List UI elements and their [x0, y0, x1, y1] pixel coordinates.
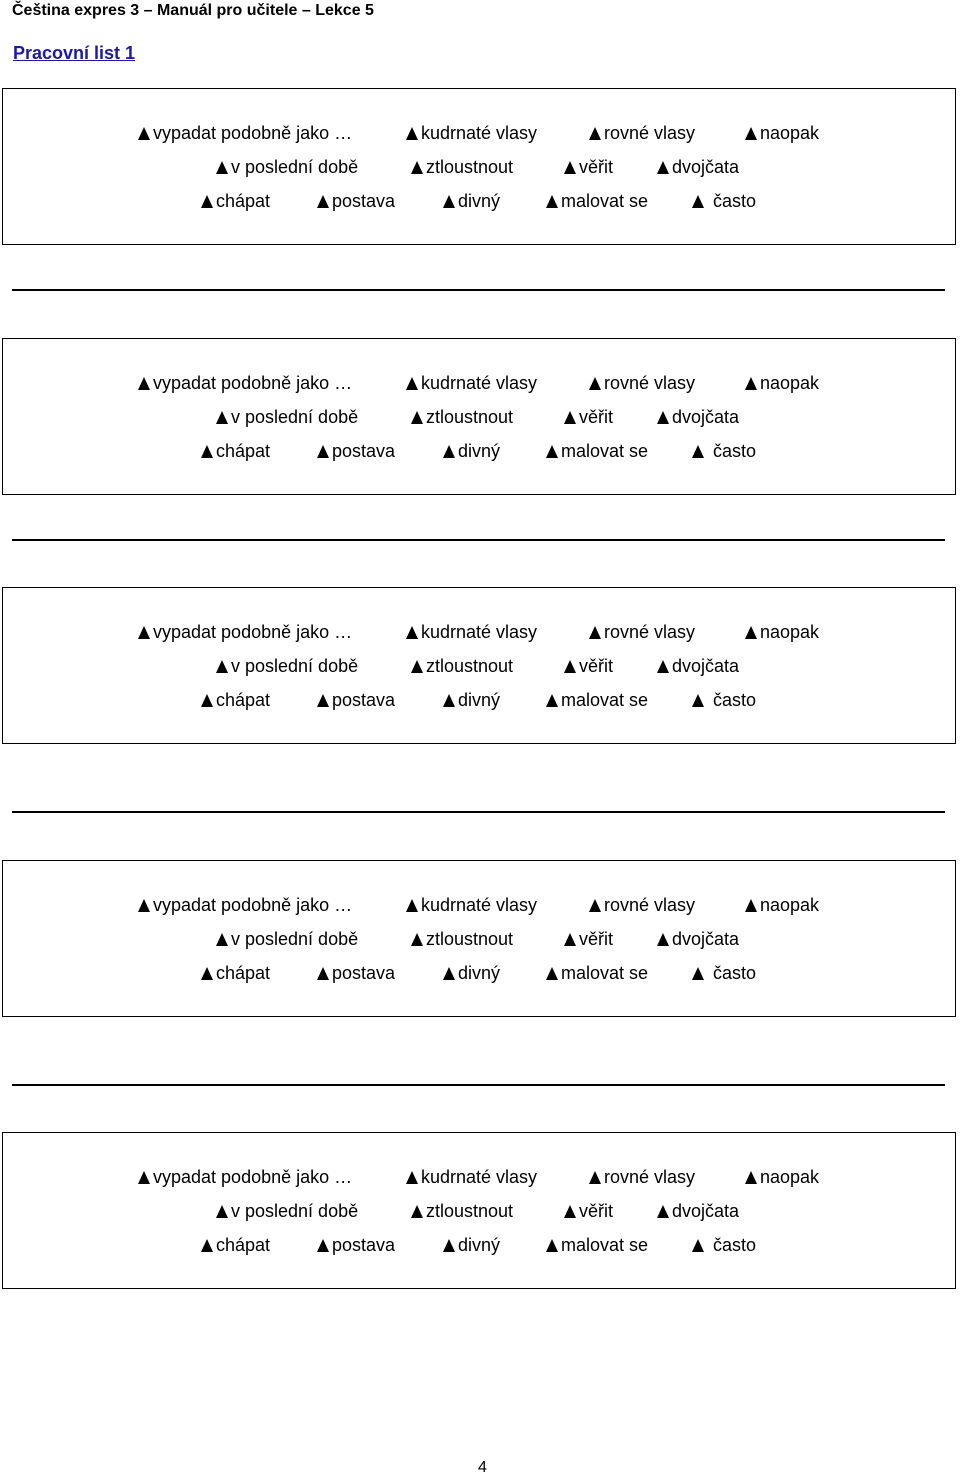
page-number: 4 — [478, 1459, 487, 1476]
word-text: věřit — [579, 929, 614, 949]
word-item-naopak — [745, 621, 819, 643]
word-text: rovné vlasy — [604, 123, 696, 143]
triangle-icon — [546, 694, 558, 707]
triangle-icon — [443, 967, 455, 980]
word-item-postava — [317, 1234, 395, 1256]
triangle-icon — [692, 195, 704, 208]
writing-line-3[interactable] — [12, 811, 945, 813]
word-text: věřit — [579, 407, 614, 427]
word-text: věřit — [579, 656, 614, 676]
word-item-casto — [692, 1234, 756, 1256]
word-text: vypadat podobně jako … — [153, 123, 353, 143]
word-text: ztloustnout — [426, 1201, 514, 1221]
triangle-icon — [564, 411, 576, 424]
word-text: postava — [332, 1235, 396, 1255]
word-text: postava — [332, 690, 396, 710]
word-item-vypadat — [138, 621, 352, 643]
word-item-dvojcata — [657, 928, 739, 950]
triangle-icon — [589, 899, 601, 912]
triangle-icon — [406, 626, 418, 639]
triangle-icon — [201, 1239, 213, 1252]
word-text: v poslední době — [231, 407, 359, 427]
word-item-chapat — [201, 689, 270, 711]
word-text: kudrnaté vlasy — [421, 123, 538, 143]
word-text: kudrnaté vlasy — [421, 373, 538, 393]
word-item-postava — [317, 689, 395, 711]
word-item-dvojcata — [657, 156, 739, 178]
word-text: ztloustnout — [426, 407, 514, 427]
word-text: rovné vlasy — [604, 373, 696, 393]
word-item-postava — [317, 190, 395, 212]
word-item-malovat — [546, 962, 648, 984]
word-text: divný — [458, 191, 501, 211]
word-item-malovat — [546, 1234, 648, 1256]
triangle-icon — [745, 377, 757, 390]
triangle-icon — [564, 161, 576, 174]
document-header: Čeština expres 3 – Manuál pro učitele – Lekce 5 — [12, 2, 374, 19]
triangle-icon — [201, 445, 213, 458]
word-text: vypadat podobně jako … — [153, 373, 353, 393]
word-text: dvojčata — [672, 1201, 740, 1221]
triangle-icon — [411, 1205, 423, 1218]
word-text: malovat se — [561, 963, 649, 983]
word-text: vypadat podobně jako … — [153, 895, 353, 915]
word-text: malovat se — [561, 690, 649, 710]
triangle-icon — [443, 195, 455, 208]
triangle-icon — [317, 195, 329, 208]
word-item-divny — [443, 962, 500, 984]
word-text: malovat se — [561, 191, 649, 211]
word-item-malovat — [546, 190, 648, 212]
word-item-chapat — [201, 190, 270, 212]
word-text: malovat se — [561, 1235, 649, 1255]
word-item-naopak — [745, 1166, 819, 1188]
triangle-icon — [745, 899, 757, 912]
word-text: naopak — [760, 895, 820, 915]
word-item-vypadat — [138, 122, 352, 144]
triangle-icon — [138, 1171, 150, 1184]
word-item-kudrnate — [406, 122, 537, 144]
triangle-icon — [138, 626, 150, 639]
word-item-vypadat — [138, 894, 352, 916]
word-text: často — [713, 690, 757, 710]
word-item-chapat — [201, 440, 270, 462]
word-item-rovne — [589, 894, 695, 916]
triangle-icon — [692, 694, 704, 707]
word-text: kudrnaté vlasy — [421, 895, 538, 915]
word-item-rovne — [589, 1166, 695, 1188]
word-item-ztloustnout — [411, 1200, 513, 1222]
word-item-rovne — [589, 372, 695, 394]
word-item-kudrnate — [406, 372, 537, 394]
triangle-icon — [138, 377, 150, 390]
writing-line-4[interactable] — [12, 1084, 945, 1086]
word-text: kudrnaté vlasy — [421, 1167, 538, 1187]
word-text: věřit — [579, 1201, 614, 1221]
word-text: dvojčata — [672, 929, 740, 949]
triangle-icon — [216, 1205, 228, 1218]
word-text: věřit — [579, 157, 614, 177]
word-text: postava — [332, 441, 396, 461]
word-text: naopak — [760, 622, 820, 642]
triangle-icon — [589, 377, 601, 390]
word-item-naopak — [745, 372, 819, 394]
triangle-icon — [201, 967, 213, 980]
word-item-ztloustnout — [411, 928, 513, 950]
word-text: naopak — [760, 123, 820, 143]
word-text: rovné vlasy — [604, 895, 696, 915]
word-text: divný — [458, 441, 501, 461]
word-item-postava — [317, 962, 395, 984]
word-text: divný — [458, 963, 501, 983]
word-item-rovne — [589, 621, 695, 643]
triangle-icon — [216, 161, 228, 174]
triangle-icon — [546, 445, 558, 458]
triangle-icon — [406, 1171, 418, 1184]
triangle-icon — [216, 660, 228, 673]
triangle-icon — [317, 694, 329, 707]
word-item-ztloustnout — [411, 406, 513, 428]
word-item-postava — [317, 440, 395, 462]
word-item-chapat — [201, 1234, 270, 1256]
word-item-malovat — [546, 440, 648, 462]
word-text: rovné vlasy — [604, 622, 696, 642]
triangle-icon — [411, 411, 423, 424]
word-item-dvojcata — [657, 406, 739, 428]
word-item-ztloustnout — [411, 156, 513, 178]
word-text: naopak — [760, 373, 820, 393]
word-text: kudrnaté vlasy — [421, 622, 538, 642]
word-item-casto — [692, 689, 756, 711]
word-item-kudrnate — [406, 894, 537, 916]
writing-line-2[interactable] — [12, 539, 945, 541]
word-item-posledni — [216, 928, 358, 950]
triangle-icon — [657, 660, 669, 673]
word-text: dvojčata — [672, 157, 740, 177]
word-text: naopak — [760, 1167, 820, 1187]
word-item-posledni — [216, 406, 358, 428]
triangle-icon — [657, 411, 669, 424]
triangle-icon — [692, 445, 704, 458]
triangle-icon — [201, 694, 213, 707]
word-text: často — [713, 441, 757, 461]
word-text: často — [713, 963, 757, 983]
word-text: chápat — [216, 690, 271, 710]
word-text: často — [713, 1235, 757, 1255]
word-text: ztloustnout — [426, 157, 514, 177]
word-text: v poslední době — [231, 157, 359, 177]
triangle-icon — [657, 1205, 669, 1218]
word-item-verit — [564, 406, 613, 428]
word-item-divny — [443, 440, 500, 462]
triangle-icon — [657, 161, 669, 174]
word-item-verit — [564, 655, 613, 677]
word-item-rovne — [589, 122, 695, 144]
word-item-posledni — [216, 655, 358, 677]
word-item-posledni — [216, 1200, 358, 1222]
word-item-posledni — [216, 156, 358, 178]
triangle-icon — [564, 660, 576, 673]
triangle-icon — [443, 445, 455, 458]
word-text: vypadat podobně jako … — [153, 622, 353, 642]
word-item-divny — [443, 190, 500, 212]
word-text: chápat — [216, 191, 271, 211]
word-item-vypadat — [138, 372, 352, 394]
triangle-icon — [692, 967, 704, 980]
word-text: postava — [332, 963, 396, 983]
word-text: v poslední době — [231, 929, 359, 949]
word-text: často — [713, 191, 757, 211]
word-text: chápat — [216, 963, 271, 983]
word-item-ztloustnout — [411, 655, 513, 677]
word-text: v poslední době — [231, 656, 359, 676]
triangle-icon — [589, 1171, 601, 1184]
triangle-icon — [201, 195, 213, 208]
word-item-kudrnate — [406, 621, 537, 643]
word-item-divny — [443, 1234, 500, 1256]
triangle-icon — [317, 1239, 329, 1252]
word-item-dvojcata — [657, 655, 739, 677]
word-item-verit — [564, 928, 613, 950]
word-item-divny — [443, 689, 500, 711]
triangle-icon — [589, 127, 601, 140]
triangle-icon — [443, 694, 455, 707]
triangle-icon — [745, 127, 757, 140]
triangle-icon — [317, 445, 329, 458]
triangle-icon — [411, 161, 423, 174]
worksheet-title: Pracovní list 1 — [13, 43, 136, 63]
triangle-icon — [546, 1239, 558, 1252]
word-text: vypadat podobně jako … — [153, 1167, 353, 1187]
writing-line-1[interactable] — [12, 289, 945, 291]
word-text: divný — [458, 1235, 501, 1255]
word-text: v poslední době — [231, 1201, 359, 1221]
triangle-icon — [692, 1239, 704, 1252]
word-item-casto — [692, 190, 756, 212]
word-item-malovat — [546, 689, 648, 711]
word-item-vypadat — [138, 1166, 352, 1188]
triangle-icon — [546, 195, 558, 208]
word-item-naopak — [745, 122, 819, 144]
word-item-verit — [564, 156, 613, 178]
triangle-icon — [443, 1239, 455, 1252]
triangle-icon — [138, 899, 150, 912]
word-text: dvojčata — [672, 656, 740, 676]
triangle-icon — [406, 377, 418, 390]
triangle-icon — [138, 127, 150, 140]
triangle-icon — [216, 411, 228, 424]
triangle-icon — [411, 660, 423, 673]
word-item-casto — [692, 440, 756, 462]
word-item-kudrnate — [406, 1166, 537, 1188]
triangle-icon — [406, 127, 418, 140]
triangle-icon — [406, 899, 418, 912]
word-item-casto — [692, 962, 756, 984]
word-text: dvojčata — [672, 407, 740, 427]
triangle-icon — [564, 1205, 576, 1218]
word-text: divný — [458, 690, 501, 710]
word-text: ztloustnout — [426, 929, 514, 949]
word-item-naopak — [745, 894, 819, 916]
triangle-icon — [317, 967, 329, 980]
triangle-icon — [589, 626, 601, 639]
triangle-icon — [657, 933, 669, 946]
word-text: ztloustnout — [426, 656, 514, 676]
triangle-icon — [411, 933, 423, 946]
word-text: chápat — [216, 441, 271, 461]
triangle-icon — [745, 626, 757, 639]
word-text: malovat se — [561, 441, 649, 461]
triangle-icon — [546, 967, 558, 980]
word-text: postava — [332, 191, 396, 211]
word-item-verit — [564, 1200, 613, 1222]
triangle-icon — [564, 933, 576, 946]
word-text: chápat — [216, 1235, 271, 1255]
word-text: rovné vlasy — [604, 1167, 696, 1187]
word-item-dvojcata — [657, 1200, 739, 1222]
word-item-chapat — [201, 962, 270, 984]
triangle-icon — [216, 933, 228, 946]
triangle-icon — [745, 1171, 757, 1184]
